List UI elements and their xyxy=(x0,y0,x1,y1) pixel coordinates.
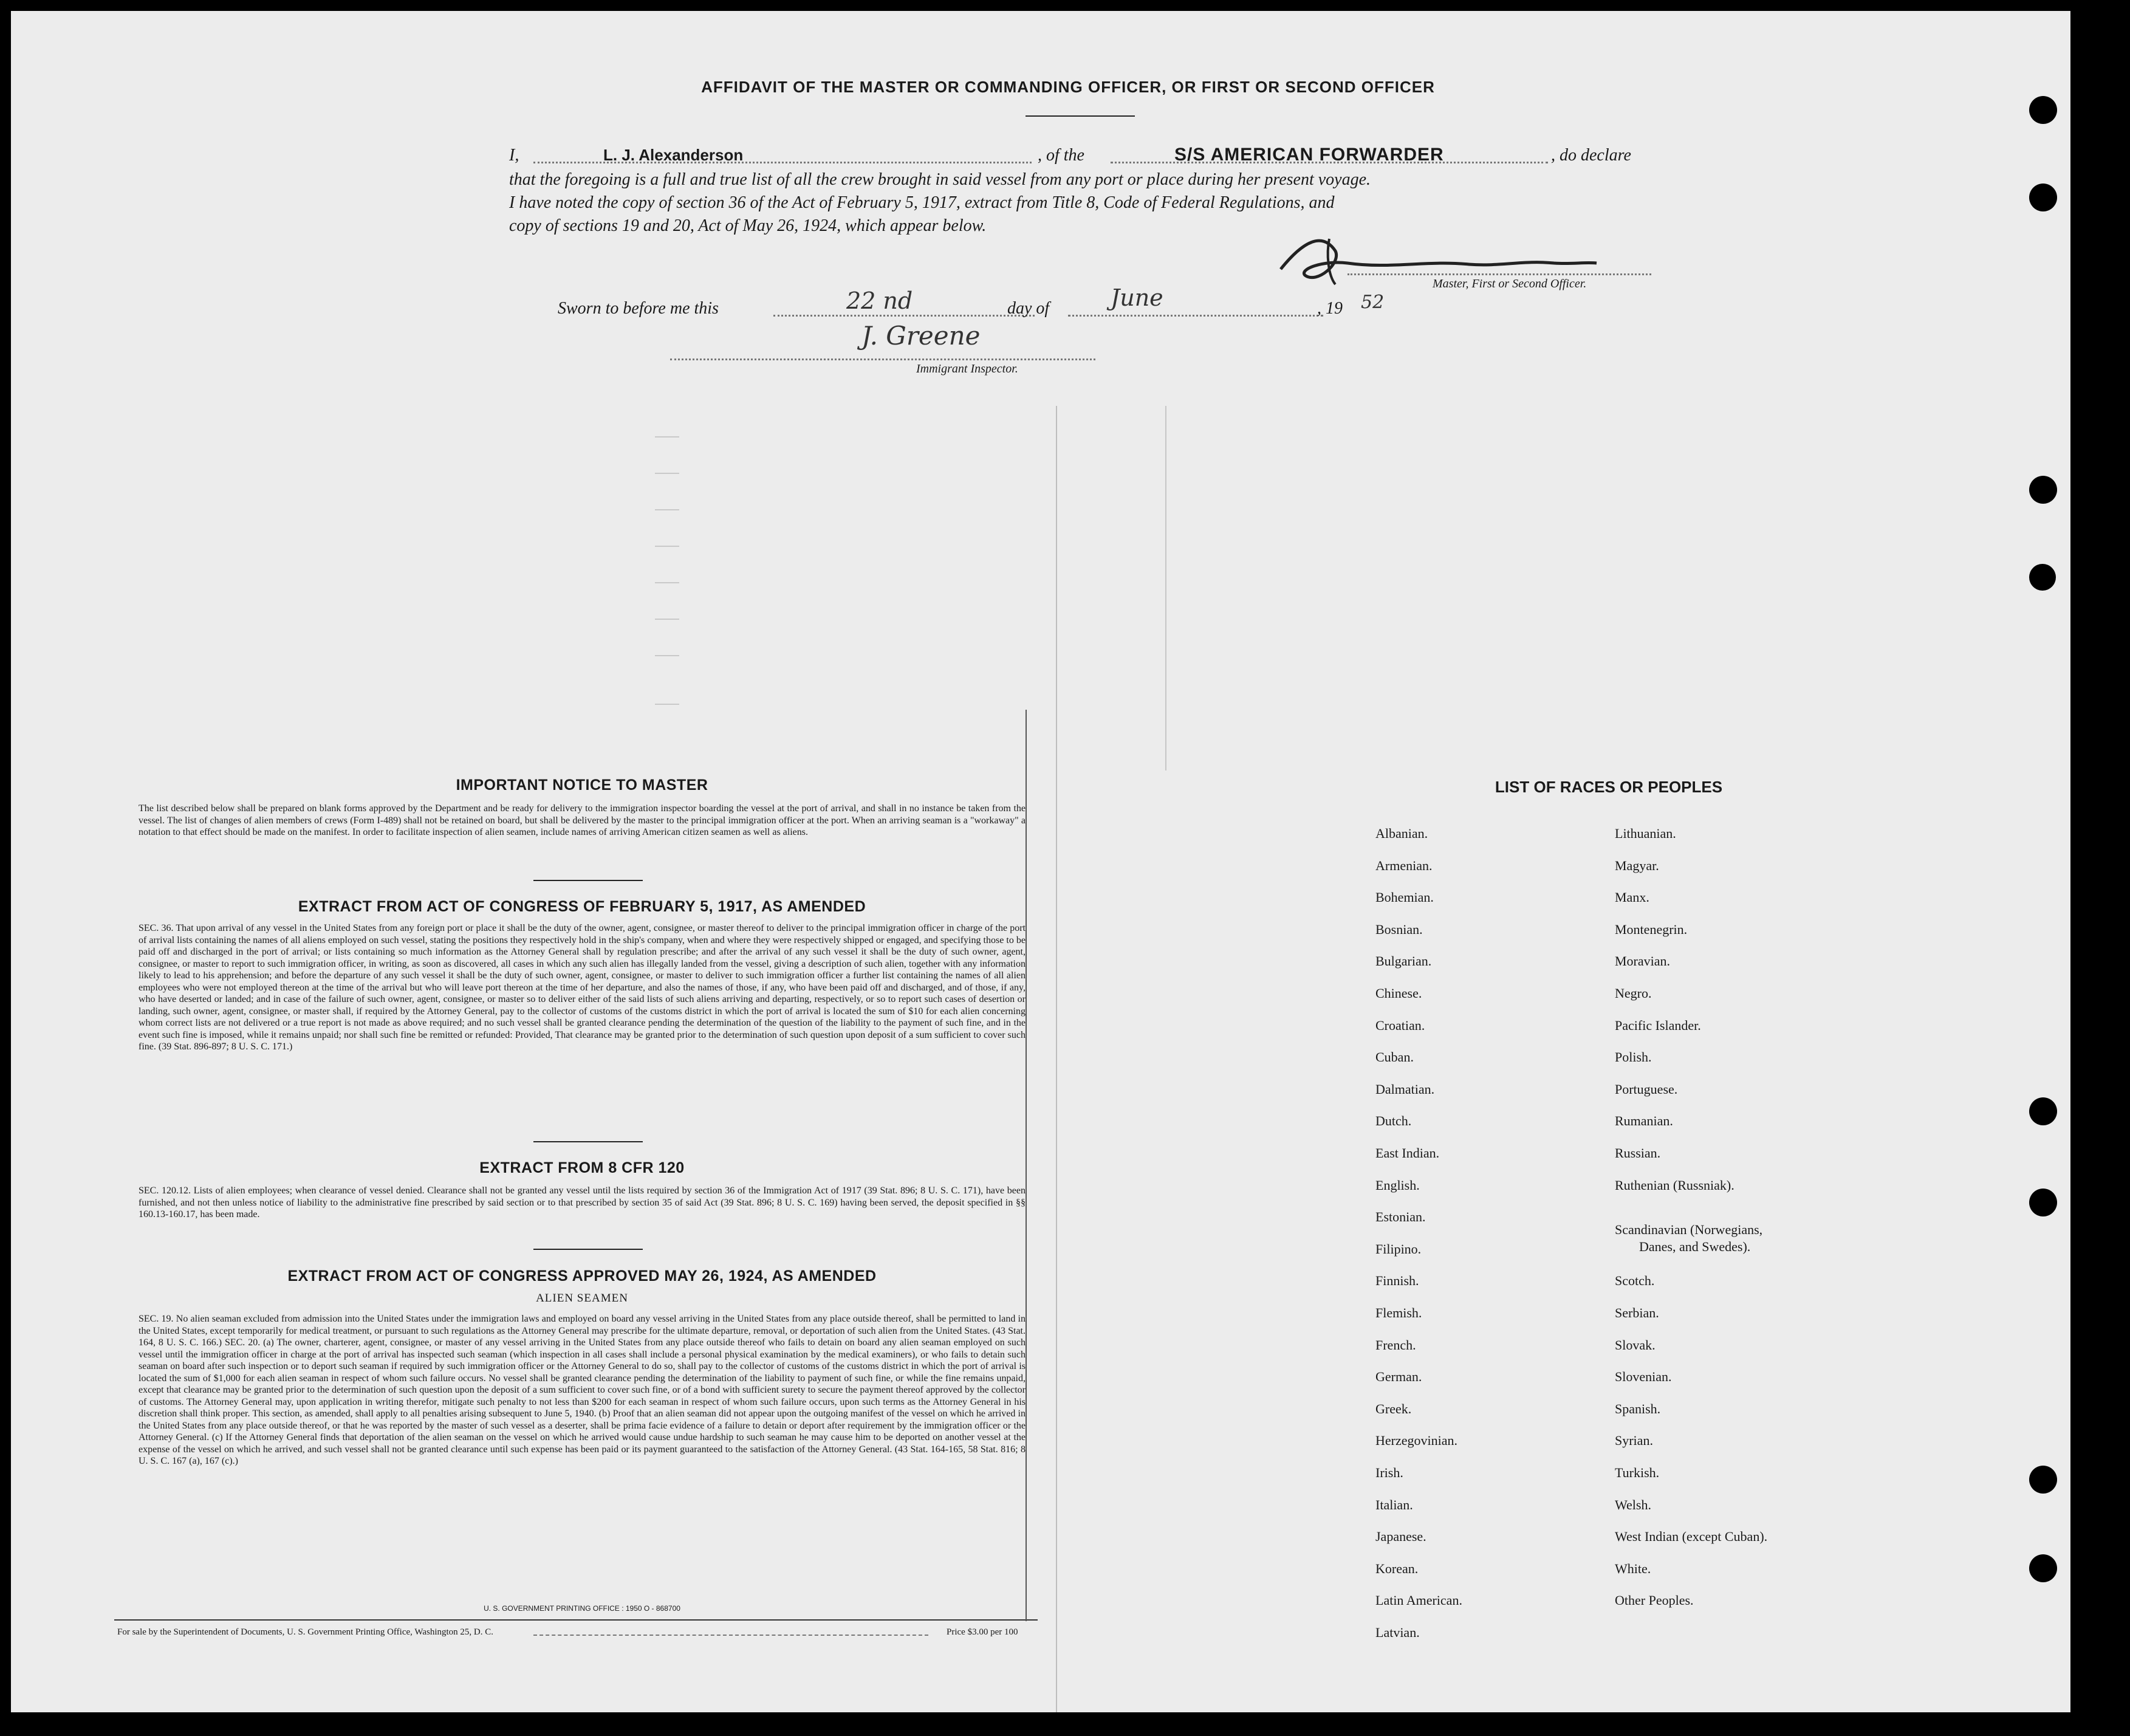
race-item: Rumanian. xyxy=(1615,1113,1673,1128)
race-item: French. xyxy=(1375,1337,1416,1353)
extract-8cfr-text: SEC. 120.12. Lists of alien employees; when clearance of vessel denied. Clearance shall not be granted any vessel until the lists required by section 36 of the Immigration Act of 1917 (39 Stat. 896; 8 U. S. C. 171), have been furnished, and not then unless notice of liability to the administrative fine prescribed by said section or to that prescribed by section 35 of said Act (39 Stat. 896; 8 U. S. C. 169) having been served, the deposit specified in §§ 160.13-160.17, has been made. xyxy=(139,1185,1026,1220)
declare-label: , do declare xyxy=(1551,146,1631,165)
section-rule xyxy=(533,1249,643,1250)
race-item: Irish. xyxy=(1375,1465,1403,1480)
race-item: Latin American. xyxy=(1375,1593,1462,1608)
month-fill-line xyxy=(1068,315,1323,317)
race-item: Polish. xyxy=(1615,1049,1652,1065)
race-item: Scandinavian (Norwegians, xyxy=(1615,1222,1763,1237)
bleed-mark xyxy=(655,546,679,547)
extract-1924-text: SEC. 19. No alien seaman excluded from admission into the United States under the immigration laws and employed on board any vessel arriving in the United States from any place outside thereof, shall be permitted to land in the United States, except temporarily for medical treatment, or pursuant to such regulations as the Attorney General may prescribe for the ultimate departure, removal, or deportation of such alien from the United States. (43 Stat. 164, 8 U. S. C. 166.) SEC. 20. (a) The owner, charterer, agent, consignee, or master of any vessel arriving in the United States from any place outside thereof who fails to detain on board any alien seaman employed on such vessel until the immigration officer in charge at the port of arrival has inspected such seaman (which inspection in all cases shall include a personal physical examination by the medical examiners), or who fails to detain such seaman on board after such inspection or to deport such seaman if required by such immigration officer or the Attorney General to do so, shall pay to the collector of customs of the customs district in which the port of arrival is located the sum of $1,000 for each alien seaman in respect of whom such failure occurs. No vessel shall be granted clearance pending the determination of the liability to payment of such fine, or while the fine remains unpaid, except that clearance may be granted prior to the determination of such question upon the deposit of a sum sufficient to cover such fine, or of a bond with sufficient surety to secure the payment thereof approved by the collector of customs. The Attorney General may, upon application in writing therefor, mitigate such penalty to not less than $200 for each seaman in respect of whom such failure occurs, upon such terms as the Attorney General in his discretion shall think proper. This section, as amended, shall apply to all penalties arising subsequent to June 5, 1940. (b) Proof that an alien seaman did not appear upon the outgoing manifest of the vessel on which he arrived in the United States from any place outside thereof, or that he was reported by the master of such vessel as a deserter, shall be prima facie evidence of a failure to detain or deport after requirement by the immigration officer or the Attorney General. (c) If the Attorney General finds that deportation of the alien seaman on the vessel on which he arrived would cause undue hardship to such seaman he may cause him to be deported on another vessel at the expense of the vessel on which he arrived, and such vessel shall not be granted clearance until such expense has been paid or its payment guaranteed to the satisfaction of the Attorney General. (43 Stat. 164-165, 58 Stat. 816; 8 U. S. C. 167 (a), 167 (c).) xyxy=(139,1314,1026,1466)
races-title: LIST OF RACES OR PEOPLES xyxy=(1495,778,1723,796)
race-item: Magyar. xyxy=(1615,858,1659,873)
section-rule xyxy=(533,1141,643,1142)
bleed-mark xyxy=(655,509,679,510)
inspector-signature: J. Greene xyxy=(861,321,981,351)
bottom-rule xyxy=(114,1619,1038,1621)
signature-caption: Master, First or Second Officer. xyxy=(1433,277,1587,290)
race-item: Slovenian. xyxy=(1615,1369,1672,1384)
race-item: Pacific Islander. xyxy=(1615,1018,1701,1033)
race-item: Italian. xyxy=(1375,1497,1413,1512)
column-fold-line xyxy=(1056,406,1057,1712)
column-right-rule xyxy=(1026,710,1027,1621)
bleed-mark xyxy=(655,473,679,474)
punch-hole xyxy=(2029,96,2057,124)
year-prefix: , 19 xyxy=(1317,299,1343,318)
affidavit-line-4: copy of sections 19 and 20, Act of May 26, 1924, which appear below. xyxy=(509,216,987,235)
extract-1924-title: EXTRACT FROM ACT OF CONGRESS APPROVED MAY 26, 1924, AS AMENDED xyxy=(287,1268,877,1285)
master-name: L. J. Alexanderson xyxy=(603,146,744,164)
race-item: Japanese. xyxy=(1375,1529,1426,1544)
footer-left: For sale by the Superintendent of Documents, U. S. Government Printing Office, Washington 25, D. C. xyxy=(117,1627,493,1637)
sworn-year: 52 xyxy=(1361,292,1385,313)
race-item: Armenian. xyxy=(1375,858,1433,873)
race-item: Turkish. xyxy=(1615,1465,1660,1480)
footer-right: Price $3.00 per 100 xyxy=(947,1627,1018,1637)
inspector-line xyxy=(670,359,1095,360)
race-item: Chinese. xyxy=(1375,986,1422,1001)
column-fold-line xyxy=(1165,406,1166,770)
race-item: Dalmatian. xyxy=(1375,1082,1435,1097)
race-item: German. xyxy=(1375,1369,1422,1384)
day-of-label: day of xyxy=(1007,299,1050,318)
affidavit-title: AFFIDAVIT OF THE MASTER OR COMMANDING OFFICER, OR FIRST OR SECOND OFFICER xyxy=(701,78,1435,96)
of-the-label: , of the xyxy=(1038,146,1084,165)
race-item: Bulgarian. xyxy=(1375,953,1432,969)
affidavit-line-2: that the foregoing is a full and true list of all the crew brought in said vessel from any port or place during her present voyage. xyxy=(509,170,1371,189)
race-item: Estonian. xyxy=(1375,1209,1426,1224)
race-item: Other Peoples. xyxy=(1615,1593,1694,1608)
race-item: Serbian. xyxy=(1615,1305,1659,1320)
punch-hole xyxy=(2029,1466,2057,1494)
race-item: Manx. xyxy=(1615,890,1649,905)
race-item: Lithuanian. xyxy=(1615,826,1676,841)
race-item: Scotch. xyxy=(1615,1273,1655,1288)
race-item: Spanish. xyxy=(1615,1401,1661,1416)
sworn-label: Sworn to before me this xyxy=(558,299,719,318)
extract-1917-title: EXTRACT FROM ACT OF CONGRESS OF FEBRUARY 5, 1917, AS AMENDED xyxy=(298,898,866,915)
punch-hole xyxy=(2029,184,2057,211)
race-item: Russian. xyxy=(1615,1145,1661,1161)
notice-text: The list described below shall be prepared on blank forms approved by the Department and be ready for delivery to the immigration inspector boarding the vessel at the port of arrival, and shall in no instance be taken from the vessel. The list of changes of alien members of crews (Form I-489) shall not be retained on board, but shall be delivered by the master to the principal immigration officer at the port. When an arriving seaman is a "workaway" a notation to that effect should be made on the manifest. In order to facilitate inspection of alien seamen, include names of arriving American citizen seamen as well as aliens. xyxy=(139,803,1026,837)
punch-hole xyxy=(2029,1097,2057,1125)
race-item: Ruthenian (Russniak). xyxy=(1615,1178,1734,1193)
race-item: Dutch. xyxy=(1375,1113,1412,1128)
race-item: Albanian. xyxy=(1375,826,1428,841)
race-item: Negro. xyxy=(1615,986,1652,1001)
extract-1924-subtitle: ALIEN SEAMEN xyxy=(536,1292,628,1305)
affidavit-line-3: I have noted the copy of section 36 of the Act of February 5, 1917, extract from Title 8, Code of Federal Regulations, and xyxy=(509,193,1335,212)
race-item: Cuban. xyxy=(1375,1049,1414,1065)
race-item: Bohemian. xyxy=(1375,890,1434,905)
race-item: Filipino. xyxy=(1375,1241,1422,1257)
sworn-day: 22 nd xyxy=(846,287,913,314)
signature-line xyxy=(1348,273,1651,275)
punch-hole xyxy=(2029,1189,2057,1216)
bleed-mark xyxy=(655,704,679,705)
vessel-name: S/S AMERICAN FORWARDER xyxy=(1174,145,1444,165)
bleed-mark xyxy=(655,582,679,583)
bleed-mark xyxy=(655,655,679,656)
race-item: Welsh. xyxy=(1615,1497,1651,1512)
inspector-caption: Immigrant Inspector. xyxy=(916,362,1018,376)
race-item: Korean. xyxy=(1375,1561,1419,1576)
race-item: Greek. xyxy=(1375,1401,1412,1416)
race-item: West Indian (except Cuban). xyxy=(1615,1529,1768,1544)
footer-leader xyxy=(533,1635,928,1636)
affiant-prefix: I, xyxy=(509,146,519,165)
race-item: Croatian. xyxy=(1375,1018,1425,1033)
notice-title: IMPORTANT NOTICE TO MASTER xyxy=(456,777,708,794)
race-item: Finnish. xyxy=(1375,1273,1419,1288)
race-item: Bosnian. xyxy=(1375,922,1423,937)
race-item: English. xyxy=(1375,1178,1420,1193)
extract-1917-text: SEC. 36. That upon arrival of any vessel in the United States from any foreign port or place it shall be the duty of the owner, agent, consignee, or master thereof to deliver to the principal immigration officer in charge of the port of arrival lists containing the names of all aliens employed on such vessel, stating the positions they respectively hold in the ship's company, when and where they were respectively shipped or engaged, and specifying those to be paid off and discharged in the port of arrival; or lists containing so much information as the Attorney General shall by regulation prescribe; and after the arrival of any such vessel it shall be the duty of such owner, agent, consignee, or master to report to such immigration officer, in writing, as soon as discovered, all cases in which any such alien has illegally landed from the vessel, giving a description of such alien, together with any information likely to lead to his apprehension; and before the departure of any such vessel it shall be the duty of such owner, agent, consignee, or master to deliver to such immigration officer a further list containing the names of all alien employees who were not employed thereon at the time of the arrival but who will leave port thereon at the time of her departure, and also the names of those, if any, who have been paid off and discharged, and of those, if any, who have deserted or landed; and in case of the failure of such owner, agent, consignee, or master so to deliver either of the said lists of such aliens arriving and departing, respectively, or so to report such cases of desertion or landing, such owner, agent, consignee, or master shall, if required by the Attorney General, pay to the collector of customs of the customs district in which the port of arrival is located the sum of $10 for each alien concerning whom correct lists are not delivered or a true report is not made as above required; and no such vessel shall be granted clearance pending the determination of the question of the liability to the payment of such fine, and in the event such fine is imposed, while it remains unpaid; nor shall such fine be remitted or refunded: Provided, That clearance may be granted prior to the determination of such question upon deposit of a sum sufficient to cover such fine. (39 Stat. 896-897; 8 U. S. C. 171.) xyxy=(139,923,1026,1052)
punch-hole xyxy=(2029,564,2056,591)
race-item: East Indian. xyxy=(1375,1145,1440,1161)
race-item: Flemish. xyxy=(1375,1305,1422,1320)
race-item: Moravian. xyxy=(1615,953,1671,969)
race-item: Latvian. xyxy=(1375,1625,1420,1640)
gpo-line: U. S. GOVERNMENT PRINTING OFFICE : 1950 O - 868700 xyxy=(484,1604,680,1613)
extract-8cfr-title: EXTRACT FROM 8 CFR 120 xyxy=(479,1159,685,1176)
bleed-mark xyxy=(655,619,679,620)
document-sheet xyxy=(11,11,2070,1712)
race-item: White. xyxy=(1615,1561,1651,1576)
race-item: Herzegovinian. xyxy=(1375,1433,1457,1448)
race-item: Slovak. xyxy=(1615,1337,1656,1353)
punch-hole xyxy=(2029,476,2057,504)
punch-hole xyxy=(2029,1554,2057,1582)
race-item: Danes, and Swedes). xyxy=(1639,1239,1751,1254)
bleed-mark xyxy=(655,436,679,437)
sworn-month: June xyxy=(1111,284,1163,311)
section-rule xyxy=(533,880,643,881)
title-rule xyxy=(1026,115,1135,117)
race-item: Portuguese. xyxy=(1615,1082,1678,1097)
day-fill-line xyxy=(773,315,1035,317)
race-item: Syrian. xyxy=(1615,1433,1653,1448)
race-item: Montenegrin. xyxy=(1615,922,1688,937)
